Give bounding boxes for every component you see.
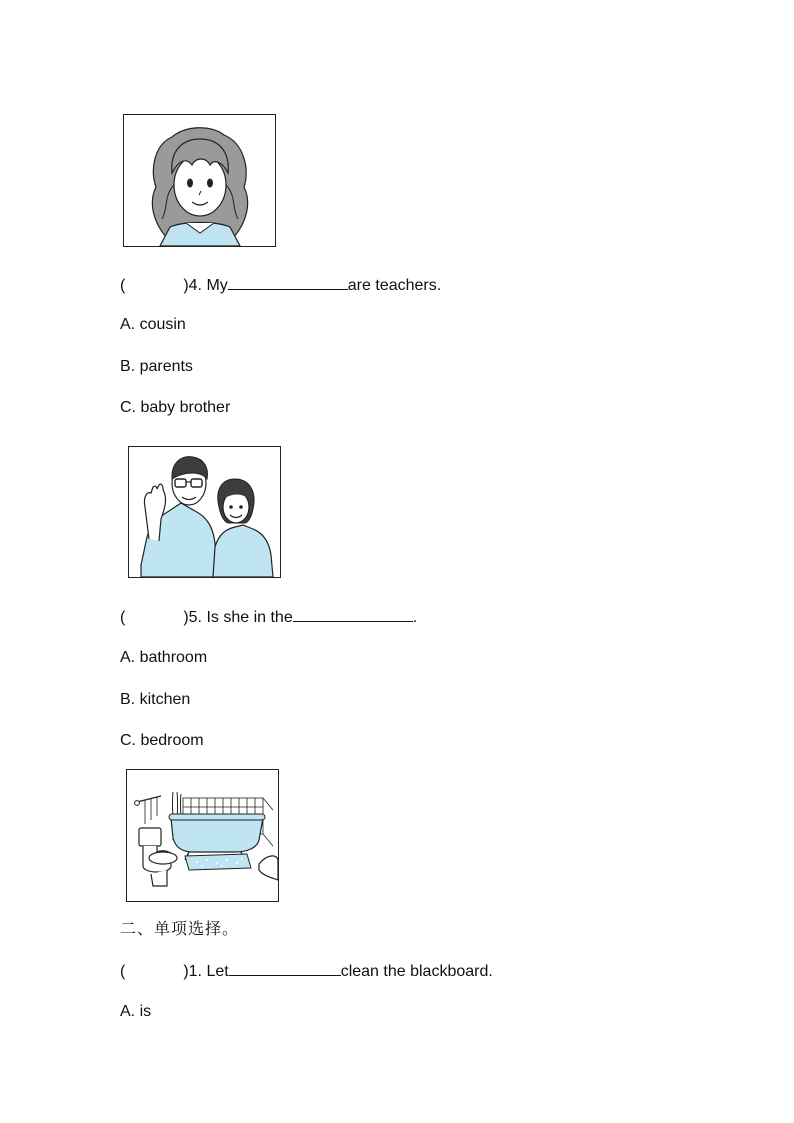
question-4-stem [120,274,441,296]
stem-after: are teachers. [347,277,442,294]
girl-portrait-image [123,114,276,247]
parents-image [128,446,281,578]
open-paren: ( [120,963,126,980]
answer-blank[interactable] [229,960,341,976]
question-number: )1. [183,963,202,980]
stem-after: . [412,609,418,626]
question-5-stem [120,606,417,628]
option-a: A. is [120,1003,152,1020]
question-number: )5. [183,609,202,626]
option-c: C. baby brother [120,399,231,416]
answer-blank[interactable] [228,274,348,290]
option-b: B. parents [120,358,193,375]
stem-before: Is she in the [206,609,293,626]
open-paren: ( [120,609,126,626]
option-c: C. bedroom [120,732,204,749]
stem-after: clean the blackboard. [340,963,493,980]
open-paren: ( [120,277,126,294]
option-b: B. kitchen [120,691,191,708]
option-a: A. cousin [120,316,186,333]
stem-before: My [206,277,228,294]
question-number: )4. [183,277,202,294]
answer-blank[interactable] [293,606,413,622]
section-2-heading: 二、单项选择。 [120,919,240,938]
section-2-question-1-stem [120,960,493,982]
stem-before: Let [206,963,229,980]
bathroom-image [126,769,279,902]
option-a: A. bathroom [120,649,208,666]
